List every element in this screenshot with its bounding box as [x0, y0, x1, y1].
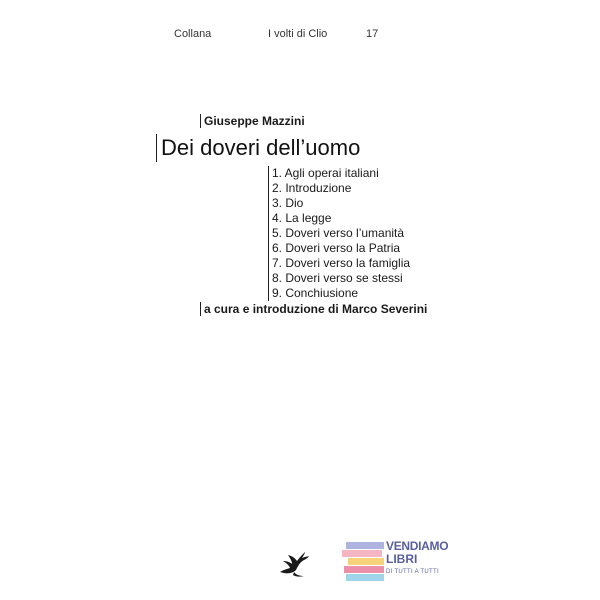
- toc-item: 2. Introduzione: [272, 181, 352, 195]
- series-number: 17: [366, 28, 379, 40]
- toc-item: 3. Dio: [272, 196, 304, 210]
- bird-logo-icon: [278, 552, 310, 578]
- series-label: Collana: [174, 28, 212, 40]
- series-name: I volti di Clio: [268, 28, 328, 40]
- logo-stripe: [346, 574, 384, 581]
- toc-item: 4. La legge: [272, 211, 332, 225]
- logo-stripe: [346, 542, 384, 549]
- logo-line-2: LIBRI: [386, 552, 418, 566]
- logo-line-1: VENDIAMO: [386, 539, 449, 553]
- toc-item: 7. Doveri verso la famiglia: [272, 256, 411, 270]
- toc-item: 1. Agli operai italiani: [272, 166, 379, 180]
- toc-item: 9. Conchiusione: [272, 286, 359, 300]
- toc-item: 5. Doveri verso l’umanità: [272, 226, 405, 240]
- toc-item: 6. Doveri verso la Patria: [272, 241, 401, 255]
- logo-stripe: [348, 558, 384, 565]
- author-name: Giuseppe Mazzini: [200, 114, 305, 128]
- logo-line-3: DI TUTTI A TUTTI: [386, 569, 439, 575]
- editor-credit: a cura e introduzione di Marco Severini: [200, 302, 427, 316]
- logo-stripe: [344, 566, 384, 573]
- book-title: Dei doveri dell’uomo: [156, 134, 360, 162]
- table-of-contents: [268, 166, 410, 301]
- toc-item: 8. Doveri verso se stessi: [272, 271, 403, 285]
- vendiamo-libri-logo: [342, 540, 452, 590]
- logo-stripe: [342, 550, 382, 557]
